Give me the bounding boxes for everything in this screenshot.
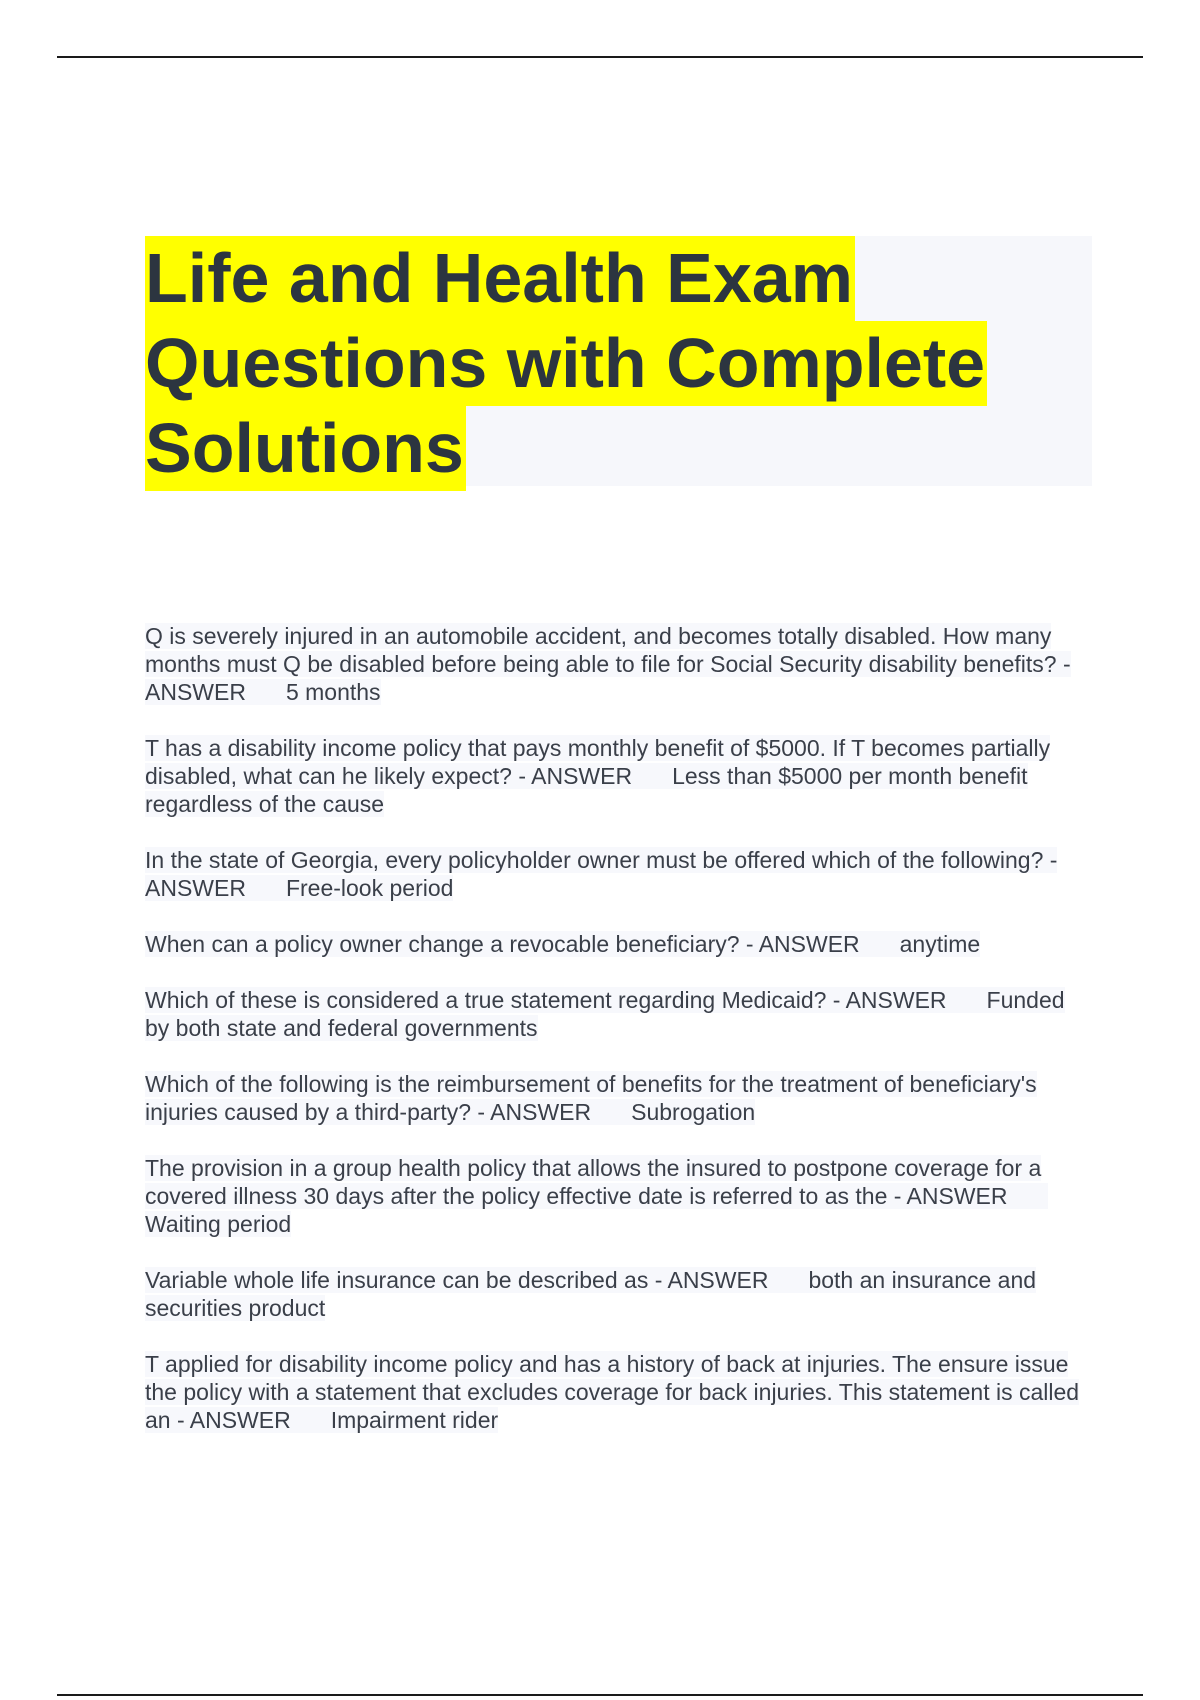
qa-item	[145, 1266, 1095, 1322]
title-line: Questions with Complete	[145, 321, 987, 406]
answer-text: 5 months	[285, 679, 381, 705]
question-text: When can a policy owner change a revocable beneficiary? - ANSWER	[145, 931, 860, 957]
answer-text: Funded by both state and federal governments	[145, 987, 1065, 1041]
qa-item	[145, 1070, 1095, 1126]
title-block	[145, 236, 1092, 486]
question-text: Which of these is considered a true statement regarding Medicaid? - ANSWER	[145, 987, 947, 1013]
answer-text: Free-look period	[285, 875, 454, 901]
qa-item	[145, 930, 1095, 958]
question-text: T has a disability income policy that pays monthly benefit of $5000. If T becomes partially disabled, what can he likely expect? - ANSWER	[145, 735, 1051, 789]
answer-text: both an insurance and securities product	[145, 1267, 1037, 1321]
question-text: The provision in a group health policy that allows the insured to postpone coverage for a covered illness 30 days after the policy effective date is referred to as the - ANSWER	[145, 1155, 1042, 1209]
document-title	[145, 236, 1092, 491]
qa-list	[145, 622, 1095, 1462]
question-text: Variable whole life insurance can be described as - ANSWER	[145, 1267, 769, 1293]
answer-text: anytime	[899, 931, 981, 957]
answer-text: Waiting period	[145, 1211, 292, 1237]
answer-text: Impairment rider	[330, 1407, 499, 1433]
title-line: Solutions	[145, 406, 466, 491]
qa-item	[145, 734, 1095, 818]
qa-item	[145, 986, 1095, 1042]
top-rule	[57, 56, 1143, 58]
qa-item	[145, 846, 1095, 902]
question-text: T applied for disability income policy and has a history of back at injuries. The ensure issue the policy with a statement that excludes coverage for back injuries. This statement is called an - ANSWER	[145, 1351, 1080, 1433]
title-line: Life and Health Exam	[145, 236, 855, 321]
answer-text: Subrogation	[631, 1099, 756, 1125]
bottom-rule	[57, 1694, 1143, 1696]
answer-text: Less than $5000 per month benefit regardless of the cause	[145, 763, 1028, 817]
qa-item	[145, 622, 1095, 706]
question-text: Which of the following is the reimbursement of benefits for the treatment of beneficiary's injuries caused by a third-party? - ANSWER	[145, 1071, 1037, 1125]
question-text: In the state of Georgia, every policyholder owner must be offered which of the following? - ANSWER	[145, 847, 1058, 901]
qa-item	[145, 1350, 1095, 1434]
question-text: Q is severely injured in an automobile accident, and becomes totally disabled. How many months must Q be disabled before being able to file for Social Security disability benefits? - ANSWER	[145, 623, 1071, 705]
qa-item	[145, 1154, 1095, 1238]
